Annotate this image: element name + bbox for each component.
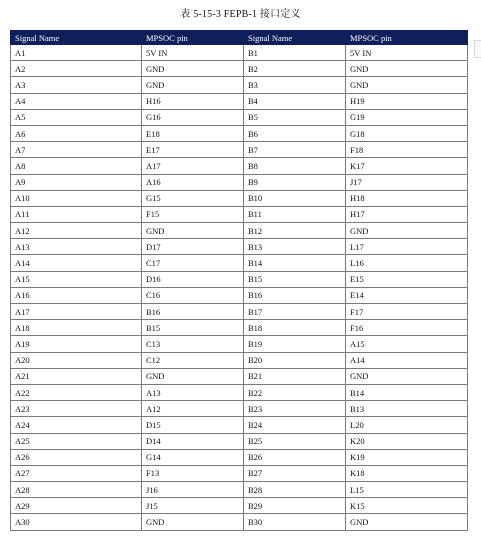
cell-mpsoc-pin-a: A17 bbox=[142, 158, 244, 174]
cell-signal-name-a: A24 bbox=[11, 417, 142, 433]
cell-mpsoc-pin-b: GND bbox=[346, 61, 468, 77]
table-row bbox=[11, 158, 468, 174]
table-row bbox=[11, 142, 468, 158]
cell-signal-name-a: A30 bbox=[11, 514, 142, 530]
cell-signal-name-a: A4 bbox=[11, 93, 142, 109]
table-row bbox=[11, 125, 468, 141]
cell-signal-name-b: B16 bbox=[244, 287, 346, 303]
cell-signal-name-b: B9 bbox=[244, 174, 346, 190]
cell-signal-name-b: B28 bbox=[244, 482, 346, 498]
cell-signal-name-a: A16 bbox=[11, 287, 142, 303]
table-row bbox=[11, 304, 468, 320]
cell-mpsoc-pin-b: K15 bbox=[346, 498, 468, 514]
cell-mpsoc-pin-b: B14 bbox=[346, 384, 468, 400]
cell-mpsoc-pin-a: GND bbox=[142, 77, 244, 93]
table-row bbox=[11, 271, 468, 287]
cell-signal-name-b: B3 bbox=[244, 77, 346, 93]
header-signal-name-a: Signal Name bbox=[11, 31, 142, 45]
cell-signal-name-a: A7 bbox=[11, 142, 142, 158]
cell-mpsoc-pin-a: GND bbox=[142, 223, 244, 239]
cell-mpsoc-pin-b: GND bbox=[346, 514, 468, 530]
cell-mpsoc-pin-b: GND bbox=[346, 368, 468, 384]
cell-signal-name-b: B14 bbox=[244, 255, 346, 271]
header-mpsoc-pin-b: MPSOC pin bbox=[346, 31, 468, 45]
cell-mpsoc-pin-a: C17 bbox=[142, 255, 244, 271]
cell-mpsoc-pin-b: GND bbox=[346, 77, 468, 93]
cell-signal-name-b: B30 bbox=[244, 514, 346, 530]
cell-signal-name-a: A17 bbox=[11, 304, 142, 320]
cell-signal-name-b: B15 bbox=[244, 271, 346, 287]
cell-signal-name-b: B17 bbox=[244, 304, 346, 320]
table-row bbox=[11, 190, 468, 206]
cell-signal-name-b: B1 bbox=[244, 45, 346, 61]
pin-definition-table bbox=[10, 30, 468, 531]
table-header-row bbox=[11, 31, 468, 45]
table-row bbox=[11, 93, 468, 109]
table-row bbox=[11, 77, 468, 93]
cell-mpsoc-pin-b: E15 bbox=[346, 271, 468, 287]
table-row bbox=[11, 287, 468, 303]
cell-signal-name-a: A9 bbox=[11, 174, 142, 190]
cell-mpsoc-pin-a: A16 bbox=[142, 174, 244, 190]
cell-mpsoc-pin-b: A15 bbox=[346, 336, 468, 352]
table-row bbox=[11, 514, 468, 530]
cell-mpsoc-pin-b: F16 bbox=[346, 320, 468, 336]
cell-mpsoc-pin-b: E14 bbox=[346, 287, 468, 303]
cell-signal-name-a: A15 bbox=[11, 271, 142, 287]
cell-signal-name-a: A8 bbox=[11, 158, 142, 174]
table-row bbox=[11, 320, 468, 336]
cell-mpsoc-pin-a: 5V IN bbox=[142, 45, 244, 61]
table-row bbox=[11, 368, 468, 384]
cell-signal-name-a: A18 bbox=[11, 320, 142, 336]
cell-signal-name-a: A12 bbox=[11, 223, 142, 239]
cell-mpsoc-pin-a: D15 bbox=[142, 417, 244, 433]
page-edge-tab bbox=[474, 40, 481, 58]
cell-mpsoc-pin-b: L20 bbox=[346, 417, 468, 433]
cell-mpsoc-pin-a: D17 bbox=[142, 239, 244, 255]
table-row bbox=[11, 384, 468, 400]
table-row bbox=[11, 223, 468, 239]
cell-mpsoc-pin-b: A14 bbox=[346, 352, 468, 368]
cell-mpsoc-pin-a: G14 bbox=[142, 449, 244, 465]
cell-signal-name-b: B10 bbox=[244, 190, 346, 206]
cell-signal-name-b: B6 bbox=[244, 125, 346, 141]
table-body bbox=[11, 45, 468, 531]
cell-signal-name-a: A10 bbox=[11, 190, 142, 206]
cell-mpsoc-pin-b: G19 bbox=[346, 109, 468, 125]
cell-signal-name-a: A25 bbox=[11, 433, 142, 449]
cell-signal-name-b: B25 bbox=[244, 433, 346, 449]
cell-mpsoc-pin-a: A13 bbox=[142, 384, 244, 400]
table-row bbox=[11, 433, 468, 449]
cell-mpsoc-pin-b: J17 bbox=[346, 174, 468, 190]
cell-signal-name-a: A1 bbox=[11, 45, 142, 61]
table-row bbox=[11, 449, 468, 465]
cell-signal-name-b: B11 bbox=[244, 206, 346, 222]
cell-signal-name-a: A22 bbox=[11, 384, 142, 400]
cell-mpsoc-pin-b: L17 bbox=[346, 239, 468, 255]
cell-mpsoc-pin-a: J16 bbox=[142, 482, 244, 498]
cell-signal-name-a: A19 bbox=[11, 336, 142, 352]
cell-signal-name-b: B19 bbox=[244, 336, 346, 352]
cell-mpsoc-pin-b: 5V IN bbox=[346, 45, 468, 61]
cell-signal-name-a: A23 bbox=[11, 401, 142, 417]
table-row bbox=[11, 352, 468, 368]
cell-mpsoc-pin-a: GND bbox=[142, 61, 244, 77]
cell-mpsoc-pin-b: L15 bbox=[346, 482, 468, 498]
cell-mpsoc-pin-a: C13 bbox=[142, 336, 244, 352]
header-mpsoc-pin-a: MPSOC pin bbox=[142, 31, 244, 45]
cell-signal-name-b: B8 bbox=[244, 158, 346, 174]
cell-mpsoc-pin-b: H18 bbox=[346, 190, 468, 206]
cell-signal-name-b: B4 bbox=[244, 93, 346, 109]
cell-signal-name-a: A21 bbox=[11, 368, 142, 384]
cell-mpsoc-pin-b: G18 bbox=[346, 125, 468, 141]
cell-signal-name-a: A6 bbox=[11, 125, 142, 141]
table-row bbox=[11, 206, 468, 222]
cell-signal-name-b: B22 bbox=[244, 384, 346, 400]
cell-signal-name-a: A29 bbox=[11, 498, 142, 514]
cell-signal-name-b: B29 bbox=[244, 498, 346, 514]
cell-signal-name-a: A20 bbox=[11, 352, 142, 368]
cell-mpsoc-pin-b: K20 bbox=[346, 433, 468, 449]
cell-mpsoc-pin-a: F15 bbox=[142, 206, 244, 222]
cell-signal-name-b: B20 bbox=[244, 352, 346, 368]
cell-signal-name-b: B26 bbox=[244, 449, 346, 465]
cell-mpsoc-pin-b: H19 bbox=[346, 93, 468, 109]
cell-mpsoc-pin-b: K17 bbox=[346, 158, 468, 174]
table-row bbox=[11, 401, 468, 417]
cell-signal-name-a: A2 bbox=[11, 61, 142, 77]
cell-mpsoc-pin-a: GND bbox=[142, 514, 244, 530]
cell-mpsoc-pin-a: C12 bbox=[142, 352, 244, 368]
cell-mpsoc-pin-a: G15 bbox=[142, 190, 244, 206]
cell-mpsoc-pin-a: J15 bbox=[142, 498, 244, 514]
cell-signal-name-a: A27 bbox=[11, 465, 142, 481]
cell-mpsoc-pin-b: K18 bbox=[346, 465, 468, 481]
cell-mpsoc-pin-a: H16 bbox=[142, 93, 244, 109]
cell-mpsoc-pin-a: B15 bbox=[142, 320, 244, 336]
cell-mpsoc-pin-b: H17 bbox=[346, 206, 468, 222]
cell-mpsoc-pin-a: A12 bbox=[142, 401, 244, 417]
cell-signal-name-a: A13 bbox=[11, 239, 142, 255]
cell-mpsoc-pin-a: E17 bbox=[142, 142, 244, 158]
cell-signal-name-b: B21 bbox=[244, 368, 346, 384]
cell-mpsoc-pin-b: F17 bbox=[346, 304, 468, 320]
cell-mpsoc-pin-a: F13 bbox=[142, 465, 244, 481]
table-row bbox=[11, 239, 468, 255]
cell-mpsoc-pin-a: C16 bbox=[142, 287, 244, 303]
cell-signal-name-b: B18 bbox=[244, 320, 346, 336]
cell-mpsoc-pin-b: GND bbox=[346, 223, 468, 239]
cell-signal-name-b: B27 bbox=[244, 465, 346, 481]
table-row bbox=[11, 465, 468, 481]
table-row bbox=[11, 336, 468, 352]
cell-signal-name-b: B2 bbox=[244, 61, 346, 77]
cell-mpsoc-pin-a: GND bbox=[142, 368, 244, 384]
cell-signal-name-a: A28 bbox=[11, 482, 142, 498]
cell-signal-name-b: B13 bbox=[244, 239, 346, 255]
cell-mpsoc-pin-a: G16 bbox=[142, 109, 244, 125]
cell-signal-name-b: B24 bbox=[244, 417, 346, 433]
cell-mpsoc-pin-a: D14 bbox=[142, 433, 244, 449]
cell-signal-name-a: A14 bbox=[11, 255, 142, 271]
table-row bbox=[11, 255, 468, 271]
table-row bbox=[11, 174, 468, 190]
cell-mpsoc-pin-a: E18 bbox=[142, 125, 244, 141]
header-signal-name-b: Signal Name bbox=[244, 31, 346, 45]
table-row bbox=[11, 498, 468, 514]
table-row bbox=[11, 482, 468, 498]
table-row bbox=[11, 61, 468, 77]
cell-mpsoc-pin-b: L16 bbox=[346, 255, 468, 271]
cell-signal-name-b: B23 bbox=[244, 401, 346, 417]
cell-mpsoc-pin-b: F18 bbox=[346, 142, 468, 158]
cell-signal-name-b: B5 bbox=[244, 109, 346, 125]
table-row bbox=[11, 45, 468, 61]
cell-signal-name-b: B12 bbox=[244, 223, 346, 239]
cell-signal-name-b: B7 bbox=[244, 142, 346, 158]
table-row bbox=[11, 109, 468, 125]
cell-mpsoc-pin-b: K19 bbox=[346, 449, 468, 465]
cell-signal-name-a: A5 bbox=[11, 109, 142, 125]
cell-signal-name-a: A3 bbox=[11, 77, 142, 93]
cell-signal-name-a: A11 bbox=[11, 206, 142, 222]
table-row bbox=[11, 417, 468, 433]
cell-mpsoc-pin-a: B16 bbox=[142, 304, 244, 320]
cell-signal-name-a: A26 bbox=[11, 449, 142, 465]
cell-mpsoc-pin-b: B13 bbox=[346, 401, 468, 417]
cell-mpsoc-pin-a: D16 bbox=[142, 271, 244, 287]
table-caption: 表 5-15-3 FEPB-1 接口定义 bbox=[180, 9, 301, 20]
